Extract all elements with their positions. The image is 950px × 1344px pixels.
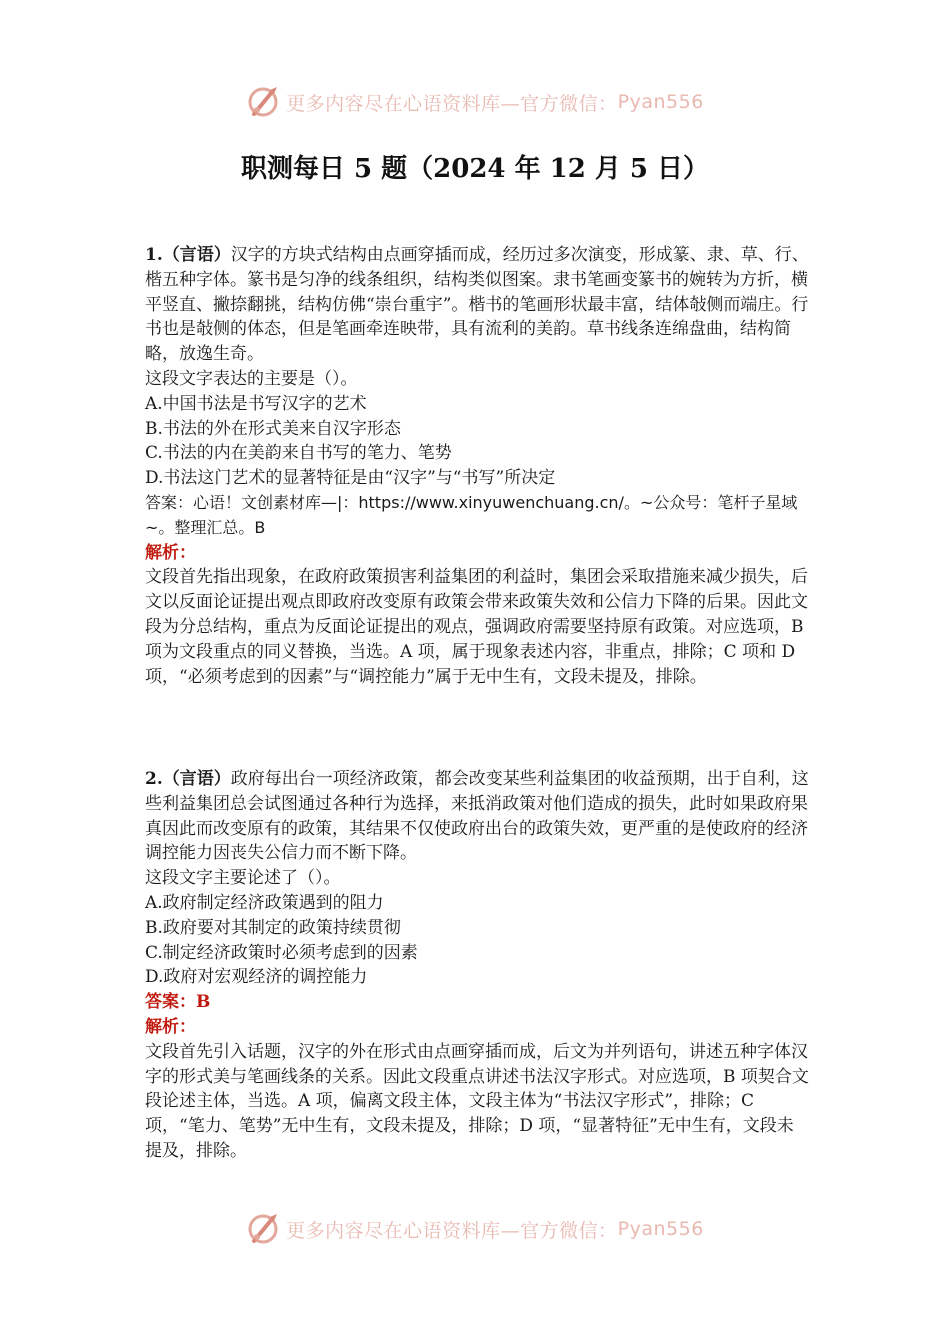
watermark-wechat-id: Pyan556 bbox=[617, 91, 704, 113]
question-1-category: （言语） bbox=[162, 245, 231, 265]
question-2-option-d: D.政府对宏观经济的调控能力 bbox=[145, 967, 368, 988]
question-2-text: 政府每出台一项经济政策，都会改变某些利益集团的收益预期，出于自利，这些利益集团总会试图通过各种行为选择，来抵消政策对他们造成的损失，此时如果政府果真因此而改变原有的政策，其结果不仅使政府出台的政策失效，更严重的是使政府的经济调控能力因丧失公信力而不断下降。 bbox=[145, 769, 809, 864]
watermark-text: 更多内容尽在心语资料库—官方微信： bbox=[286, 92, 618, 115]
question-1-text: 汉字的方块式结构由点画穿插而成，经历过多次演变，形成篆、隶、草、行、楷五种字体。篆书是匀净的线条组织，结构类似图案。隶书笔画变篆书的婉转为方折，横平竖直、撇捺翻挑，结构仿佛“崇台重宇”。楷书的笔画形状最丰富，结体敧侧而端庄。行书也是敧侧的体态，但是笔画牵连映带，具有流利的美韵。草书线条连绵盘曲，结构简略，放逸生奇。 bbox=[145, 245, 809, 365]
watermark-banner-bottom bbox=[0, 1207, 950, 1251]
question-1 bbox=[145, 243, 810, 689]
question-2-passage bbox=[145, 767, 810, 866]
question-2-prompt: 这段文字主要论述了（）。 bbox=[145, 868, 341, 889]
question-2-analysis-label: 解析： bbox=[145, 1016, 196, 1037]
question-2-option-a: A.政府制定经济政策遇到的阻力 bbox=[145, 892, 384, 913]
question-1-analysis: 文段首先指出现象，在政府政策损害利益集团的利益时，集团会采取措施来减少损失，后文以反面论证提出观点即政府改变原有政策会带来政策失效和公信力下降的后果。因此文段为分总结构，重点为反面论证提出的观点，强调政府需要坚持原有政策。对应选项，B 项为文段重点的同义替换，当选。A 项，属于现象表述内容，非重点，排除；C 项和 D 项，“必须考虑到的因素”与“调控能力”属于无中生有，文段未提及，排除。 bbox=[145, 567, 808, 687]
brush-logo-icon bbox=[246, 84, 282, 120]
question-1-passage bbox=[145, 243, 810, 367]
question-2-option-c: C.制定经济政策时必须考虑到的因素 bbox=[145, 942, 418, 963]
question-1-answer: 答案：心语！文创素材库—|：https://www.xinyuwenchuang.cn/。~公众号：笔杆子星域~。整理汇总。B bbox=[145, 492, 798, 537]
question-2-answer: 答案：B bbox=[145, 992, 211, 1013]
question-2-option-b: B.政府要对其制定的政策持续贯彻 bbox=[145, 917, 401, 938]
question-2-category: （言语） bbox=[162, 769, 231, 789]
question-1-analysis-label: 解析： bbox=[145, 542, 196, 563]
question-2 bbox=[145, 767, 810, 1164]
question-1-prompt: 这段文字表达的主要是（）。 bbox=[145, 368, 358, 389]
watermark-wechat-id: Pyan556 bbox=[617, 1218, 704, 1240]
question-2-number: 2. bbox=[145, 769, 163, 789]
watermark-banner-top bbox=[0, 80, 950, 124]
brush-logo-icon bbox=[246, 1211, 282, 1247]
question-1-option-c: C.书法的内在美韵来自书写的笔力、笔势 bbox=[145, 443, 452, 464]
watermark-text: 更多内容尽在心语资料库—官方微信： bbox=[286, 1219, 618, 1242]
question-1-option-d: D.书法这门艺术的显著特征是由“汉字”与“书写”所决定 bbox=[145, 468, 556, 489]
question-1-option-a: A.中国书法是书写汉字的艺术 bbox=[145, 393, 367, 414]
question-1-option-b: B.书法的外在形式美来自汉字形态 bbox=[145, 418, 401, 439]
question-2-analysis: 文段首先引入话题，汉字的外在形式由点画穿插而成，后文为并列语句，讲述五种字体汉字的形式美与笔画线条的关系。因此文段重点讲述书法汉字形式。对应选项，B 项契合文段论述主体，当选。A 项，偏离文段主体，文段主体为“书法汉字形式”，排除；C 项，“笔力、笔势”无中生有，文段未提及，排除；D 项，“显著特征”无中生有，文段未提及，排除。 bbox=[145, 1041, 809, 1161]
page-title: 职测每日 5 题（2024 年 12 月 5 日） bbox=[240, 154, 710, 184]
question-1-number: 1. bbox=[145, 245, 163, 265]
